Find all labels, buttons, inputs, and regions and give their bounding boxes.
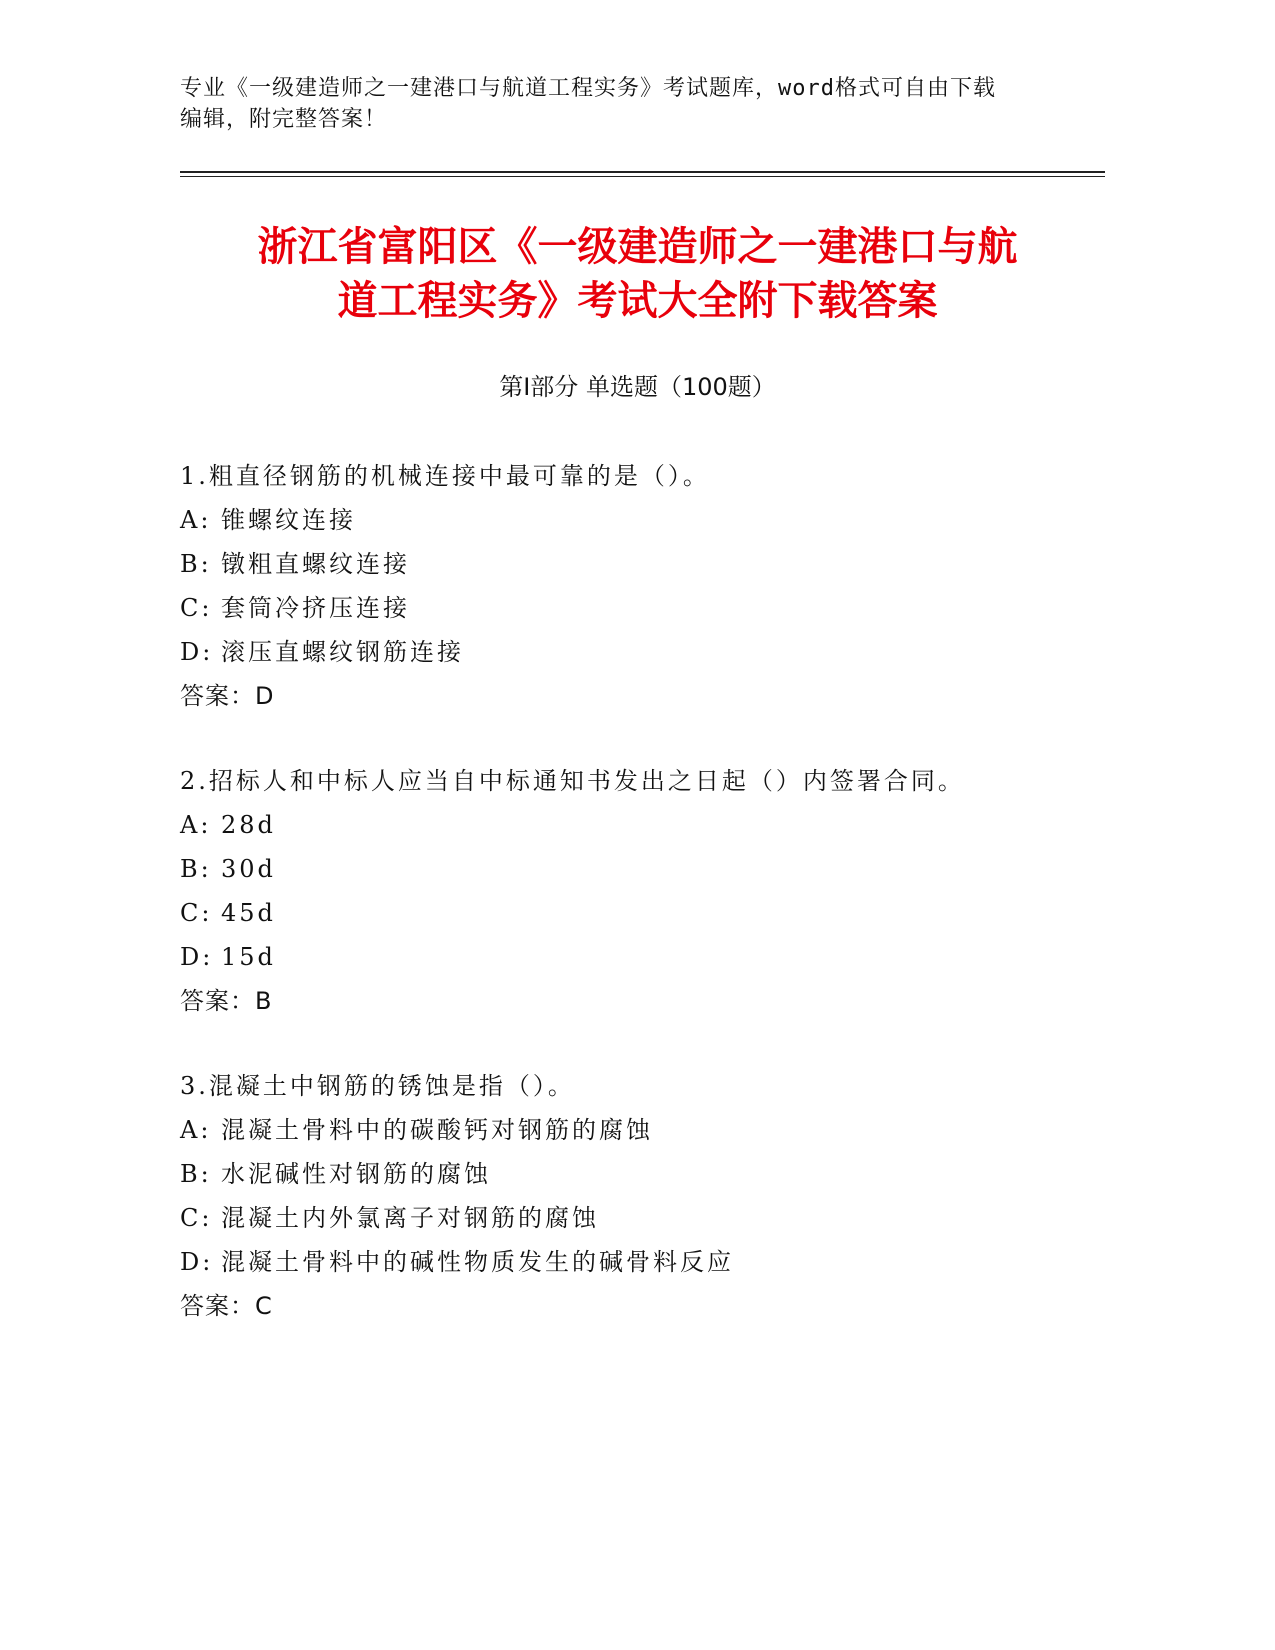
question-stem: 3.混凝土中钢筋的锈蚀是指（）。 (180, 1072, 575, 1100)
option-b (180, 1152, 1080, 1196)
option-label: C: (180, 1204, 213, 1232)
option-text: 15d (221, 943, 276, 971)
option-label: D: (180, 638, 214, 666)
option-label: B: (180, 550, 212, 578)
option-label: A: (180, 1116, 212, 1144)
option-label: D: (180, 943, 214, 971)
document-title (150, 220, 1125, 328)
option-a (180, 803, 1080, 847)
option-label: D: (180, 1248, 214, 1276)
option-a (180, 498, 1080, 542)
option-text: 镦粗直螺纹连接 (221, 550, 410, 578)
option-label: C: (180, 899, 213, 927)
option-c (180, 891, 1080, 935)
option-text: 混凝土骨料中的碳酸钙对钢筋的腐蚀 (221, 1116, 653, 1144)
title-line-2: 道工程实务》考试大全附下载答案 (337, 278, 938, 324)
option-label: B: (180, 855, 212, 883)
option-c (180, 586, 1080, 630)
option-label: B: (180, 1160, 212, 1188)
option-d (180, 935, 1080, 979)
option-text: 30d (221, 855, 276, 883)
option-label: A: (180, 506, 212, 534)
option-text: 套筒冷挤压连接 (221, 594, 410, 622)
document-header (180, 73, 1040, 135)
answer-line: 答案：B (180, 987, 273, 1015)
header-line-1: 专业《一级建造师之一建港口与航道工程实务》考试题库，word格式可自由下载 (180, 76, 996, 101)
option-b (180, 847, 1080, 891)
option-text: 混凝土内外氯离子对钢筋的腐蚀 (221, 1204, 599, 1232)
option-text: 45d (221, 899, 276, 927)
option-text: 混凝土骨料中的碱性物质发生的碱骨料反应 (221, 1248, 734, 1276)
option-d (180, 1240, 1080, 1284)
header-divider-thick (180, 171, 1105, 173)
option-d (180, 630, 1080, 674)
option-label: C: (180, 594, 213, 622)
question-2 (180, 759, 1080, 1023)
section-heading: 第Ⅰ部分 单选题（100题） (499, 373, 776, 401)
option-c (180, 1196, 1080, 1240)
header-divider-thin (180, 176, 1105, 177)
question-3 (180, 1064, 1080, 1328)
question-1 (180, 454, 1080, 718)
answer-line: 答案：C (180, 1292, 273, 1320)
option-label: A: (180, 811, 212, 839)
option-text: 锥螺纹连接 (221, 506, 356, 534)
title-line-1: 浙江省富阳区《一级建造师之一建港口与航 (257, 224, 1018, 270)
option-text: 水泥碱性对钢筋的腐蚀 (221, 1160, 491, 1188)
option-text: 28d (221, 811, 276, 839)
option-a (180, 1108, 1080, 1152)
option-text: 滚压直螺纹钢筋连接 (221, 638, 464, 666)
header-line-2: 编辑，附完整答案！ (180, 107, 388, 132)
option-b (180, 542, 1080, 586)
question-stem: 2.招标人和中标人应当自中标通知书发出之日起（）内签署合同。 (180, 767, 965, 795)
question-stem: 1.粗直径钢筋的机械连接中最可靠的是（）。 (180, 462, 710, 490)
answer-line: 答案：D (180, 682, 275, 710)
